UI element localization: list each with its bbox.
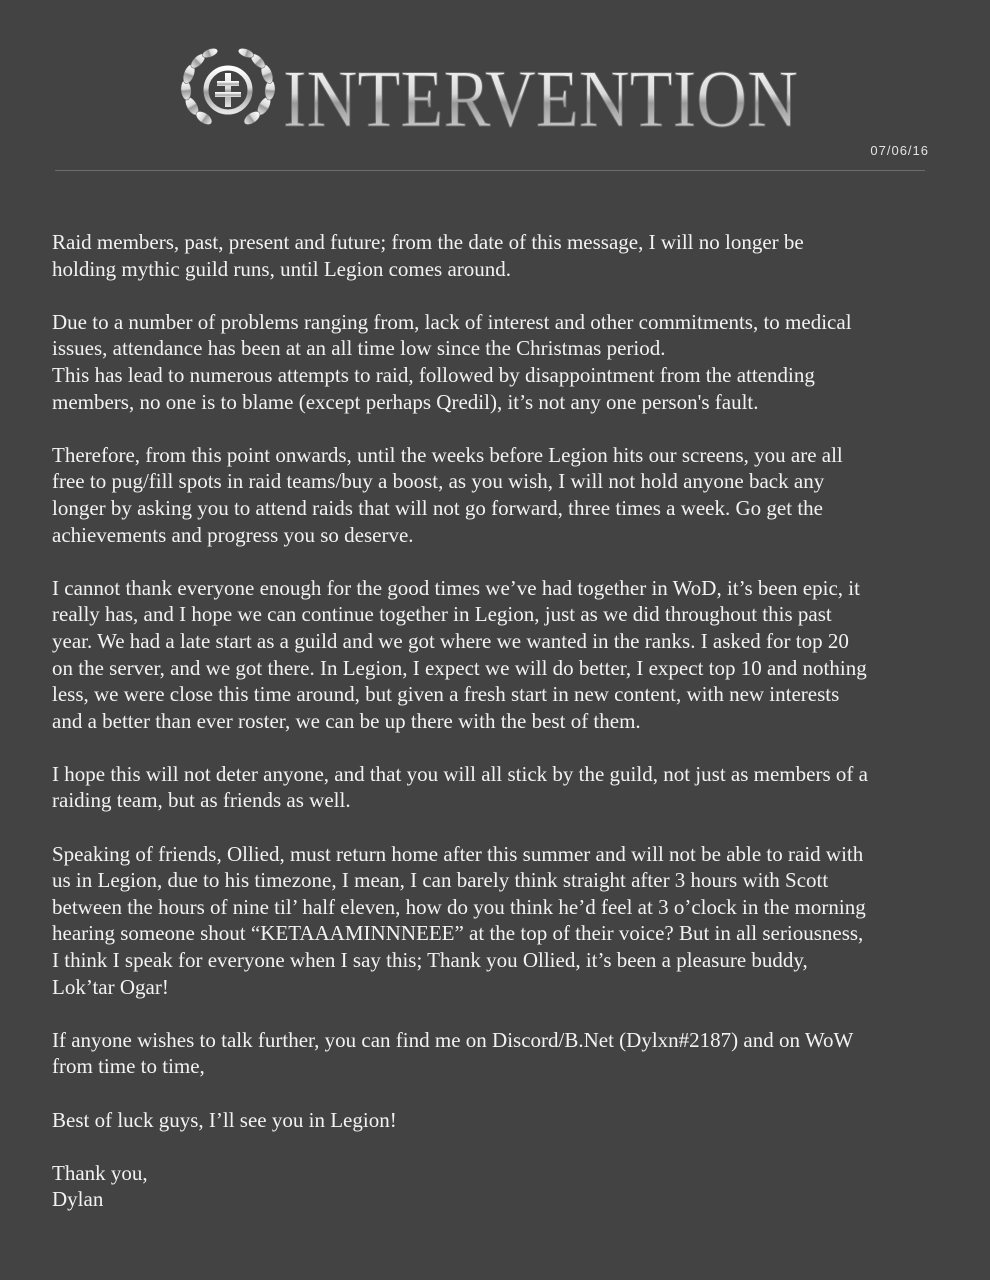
letter-line: If anyone wishes to talk further, you can find me on Discord/B.Net (Dylxn#2187) and on WoW [52,1027,854,1052]
guild-logo [180,48,800,144]
letter-paragraph [52,1027,942,1080]
letter-line: This has lead to numerous attempts to raid, followed by disappointment from the attending [52,362,815,387]
letter-paragraph [52,442,942,548]
letter-body [52,229,942,1240]
letter-date: 07/06/16 [870,143,929,158]
letter-line: issues, attendance has been at an all time low since the Christmas period. [52,336,666,361]
letter-paragraph [52,1107,942,1134]
letter-line: I hope this will not deter anyone, and that you will all stick by the guild, not just as members of a [52,761,868,786]
letter-line: less, we were close this time around, but given a fresh start in new content, with new interests [52,682,840,707]
letter-line: longer by asking you to attend raids that will not go forward, three times a week. Go get the [52,495,823,520]
letter-line: Raid members, past, present and future; from the date of this message, I will no longer be [52,230,804,254]
letter-paragraph [52,575,942,735]
letter-line: free to pug/fill spots in raid teams/buy a boost, as you wish, I will not hold anyone back any [52,469,825,494]
letter-line: I think I speak for everyone when I say this; Thank you Ollied, it’s been a pleasure buddy, [52,948,808,973]
letter-line: Dylan [52,1187,104,1212]
letter-paragraph [52,309,942,415]
laurel-wreath-cross-emblem-icon [180,48,800,144]
letter-line: really has, and I hope we can continue together in Legion, just as we did throughout this past [52,602,832,627]
letter-line: Speaking of friends, Ollied, must return home after this summer and will not be able to raid with [52,841,864,866]
letter-paragraph [52,229,942,282]
letterhead [0,40,990,144]
letter-line: Therefore, from this point onwards, until the weeks before Legion hits our screens, you are all [52,442,843,467]
letter-line: and a better than ever roster, we can be up there with the best of them. [52,708,641,733]
letter-line: holding mythic guild runs, until Legion comes around. [52,256,512,281]
letter-line: I cannot thank everyone enough for the good times we’ve had together in WoD, it’s been epic, it [52,575,860,600]
letter-line: year. We had a late start as a guild and we got where we wanted in the ranks. I asked for top 20 [52,628,849,653]
header-divider [55,170,925,171]
letter-line: Due to a number of problems ranging from, lack of interest and other commitments, to medical [52,309,852,334]
letter-line: Lok’tar Ogar! [52,974,169,999]
letter-line: from time to time, [52,1054,205,1079]
letter-line: achievements and progress you so deserve. [52,522,414,547]
letter-line: members, no one is to blame (except perhaps Qredil), it’s not any one person's fault. [52,389,759,414]
letter-line: between the hours of nine til’ half eleven, how do you think he’d feel at 3 o’clock in the morning [52,894,866,919]
letter-paragraph [52,841,942,1001]
letter-paragraph [52,1160,942,1213]
letter-line: Thank you, [52,1160,148,1185]
letter-line: raiding team, but as friends as well. [52,788,351,813]
letter-line: hearing someone shout “KETAAAMINNNEEE” at the top of their voice? But in all seriousness, [52,921,864,946]
letter-line: Best of luck guys, I’ll see you in Legion! [52,1107,397,1132]
letter-line: on the server, and we got there. In Legion, I expect we will do better, I expect top 10 and nothing [52,655,867,680]
letter-paragraph [52,761,942,814]
letter-line: us in Legion, due to his timezone, I mean, I can barely think straight after 3 hours with Scott [52,868,829,893]
svg-text:INTERVENTION: INTERVENTION [283,53,798,144]
